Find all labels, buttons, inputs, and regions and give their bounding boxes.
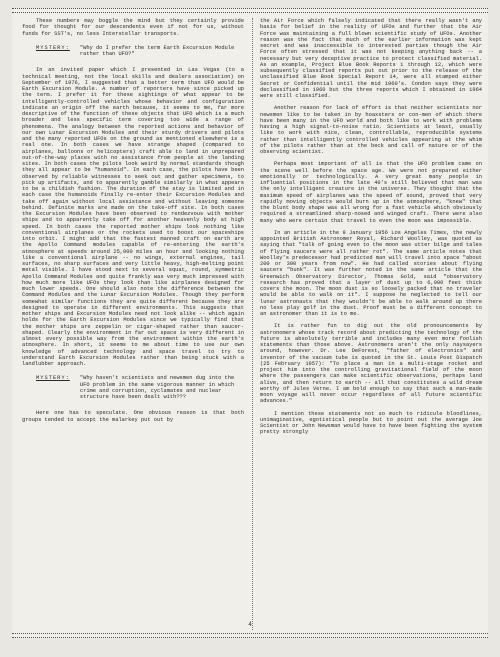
paragraph: In an article in the 9 January 1956 Los Angeles Times, the newly appointed British Astronomer Royal, Richard Woolley, was quoted as saying that "talk of going even to the moon was utter bilge and tales of flying saucers were all rather rot". The same article notes that Woolley's predecessor had predicted man will travel into space "about 200 or 300 years from now". He had called stories about flying saucers "bunk". It was further noted in the same article that the Greenwich Observatory Director, Thomas Gold, said "observatory research has proved that a layer of dust up to 6,000 feet thick covers the moon. The moon dust is so loosely packed that no traveler would be able to walk on it". I suppose he neglected to tell our lunar astronauts that they wouldn't be able to walk around up there no less play golf in the dust. Proof must be a different concept to an astronomer than it is to me. [260,229,482,317]
paragraph: Another reason for lack of effort is that neither scientists nor newsmen like to be taken in by hoaxsters or con-men of which there have been many in the UFO world and both like to work with problems having a high signal-to-noise ratio. Scientists at least, usually like to work with nice, clean, controllable, reproducible systems rather than intelligently controlled vehicles appearing at the whim of the pilots rather than at the beck and call of nature or of the observing scientist. [260,105,482,155]
mystery-question [36,45,244,58]
paragraph: I mention these statements not so much to ridicule bloodlines, unimaginative, egotistical people but to point out the average Joe Scientist or John Newsman would have to have been fighting the system pretty strongly [260,410,482,436]
mystery-label: MYSTERY: [36,44,70,51]
paragraph: It is rather fun to dig out the old pronouncements by astronomers whose track record about predicting the technology of the future is absolutely terrible and includes many even more foolish statements than those above. Astronomers aren't the only naysayers around, however. Dr. Lee DeForest, "father of electronics" and inventor of the vacuum tube is quoted in the St. Louis Post Dispatch (25 February 1957): "To place a man in a multi-stage rocket and project him into the controlling gravitational field of the moon where the passengers can make scientific observations, perhaps land alive, and then return to earth -- all that constitutes a wild dream worthy of Jules Verne. I am bold enough to say that such a man-made moon voyage will never occur regardless of all future scientific advances." [260,323,482,405]
mystery-text: "Why haven't scientists and newsmen dug into the UFO problem in the same vigorous manner in which crime and corruption, cyclamates and nuclear structure have been dealt with??? [79,375,235,400]
paragraph: the Air Force which falsely indicated that there really wasn't any basis for belief in the reality of UFOs and further that the Air Force was maintaining a full blown scientific study of UFOs. Another reason was the fact that much of the earlier information was kept secret and was inaccessible to interested parties though the Air Force often stressed that it was not keeping anything back -- a necessary but very deceptive practice to protect classified material. As an example, Project Blue Book Reports 1 through 12, which were subsequently classified reports put out prior to the release of the unclassified Blue Book Special Report 14, were all stamped either Secret or Confidential until the mid 1960's. Condon says they were declassified in 1960 but the three reports which I obtained in 1964 were still classified. [260,18,482,99]
paragraph: Here one has to speculate. One obvious reason is that both groups tended to accept the malarkey put out by [22,410,244,423]
mystery-question [36,375,244,400]
paragraph: In an invited paper which I presented in Las Vegas (to a technical meeting, not the local skills and dealers association) on September of 1976, I suggested that a better term than UFO would be Earth Excursion Module. A number of reporters have since picked up the term. I prefer it for these sightings of what appear to be intelligently-controlled vehicles whose behavior and configuration indicate an origin off the earth because, it seems to me, far more descriptive of the function of these objects that UFO which is a much broader and less specific term covering too wide a range of phenomena. The analogy between the reported actions and behavior of our own Lunar Excursion Modules and their sturdy drivers and pilots and the many reported UFOs on the ground as mentioned elsewhere is a real one. In both cases we have strange shaped (compared to airplanes, balloons or helicopters) craft able to land in unprepared out-of-the-way places with no assistance from people at the landing sites. In both cases the pilots look weird by normal standards though they all appear to be "humanoid". In each case, the pilots have been observed by reliable witnesses to seek out and gather specimens, to pick up artifacts, and to apparently gamble similarly in what appears to be a childish fashion. The duration of the stay is limited and in each case the humanoids finally re-enter their Excursion Modules and take off again without local assistance and without leaving someone behind. Definite marks are made on the take-off site. In both cases the Excursion Modules have been observed to rendezvous with mother ships and to apparently take off for another heavenly body at high speed. In both cases the reported mother ships look nothing like conventional airplanes or the rockets used to boost our spaceships into orbit. I might add that the fastest manned craft on earth are the Apollo Command modules capable of re-entering the earth's atmosphere at speeds around 25,000 miles an hour and looking nothing like a conventional airplane -- no wings, external engines, tail surfaces, no sharp surfaces and very little heavy, high-melting point metal visible. I have stood next to several squat, round, symmetric Apollo Command Modules and quite frankly was very much impressed with how much more like UFOs they look than like airplanes designed for much lower speeds. One should also note the difference between the Command Modules and the Lunar Excursion Modules. Though they perform somewhat similar functions they are quite different because they are designed to operate in different environments. This suggests that mother ships and Excursion Modules need not look alike -- which again holds for the Earth Excursion Modules since we typically find that the mother ships are zeppelin or cigar-shaped rather than saucer-shaped. Clearly the environment in far out space is very different in almost every possible way from the environment within the earth's atmosphere. In short, it seems to me about time to use our own knowledge of advanced technology and space travel to try to understand Earth Excursion Modules rather than being stuck with a landlubber approach. [22,67,244,367]
bottom-dotted-rule [12,633,488,638]
document-page [12,8,488,638]
paragraph: Perhaps most important of all is that the UFO problem came on the scene well before the space age. We were not prepared either emotionally or technologically. A very great many people in influential positions in the late 40's still believed that man was the only intelligent creature in the universe. They thought that the maximum speed of airplanes was the speed of sound, proved that very rapidly moving objects would burn up in the atmosphere, "knew" that the blunt body shape was all wrong for a fast vehicle which obviously required a streamlined sharp-nosed and winged craft. There were also many who were certain that travel to even the moon was impossible. [260,161,482,224]
right-column [260,18,482,630]
top-dotted-rule [12,8,488,13]
page-number: 4 [248,621,252,628]
column-divider [252,18,253,630]
paragraph: These numbers may boggle the mind but they certainly provide food for thought for our descendents even if not for us, without funds for SST's, no less Interstellar transports. [22,18,244,37]
mystery-text: "Why do I prefer the term Earth Excursion Module rather than UFO?" [79,44,235,57]
mystery-label: MYSTERY: [36,375,70,382]
left-column [22,18,244,630]
